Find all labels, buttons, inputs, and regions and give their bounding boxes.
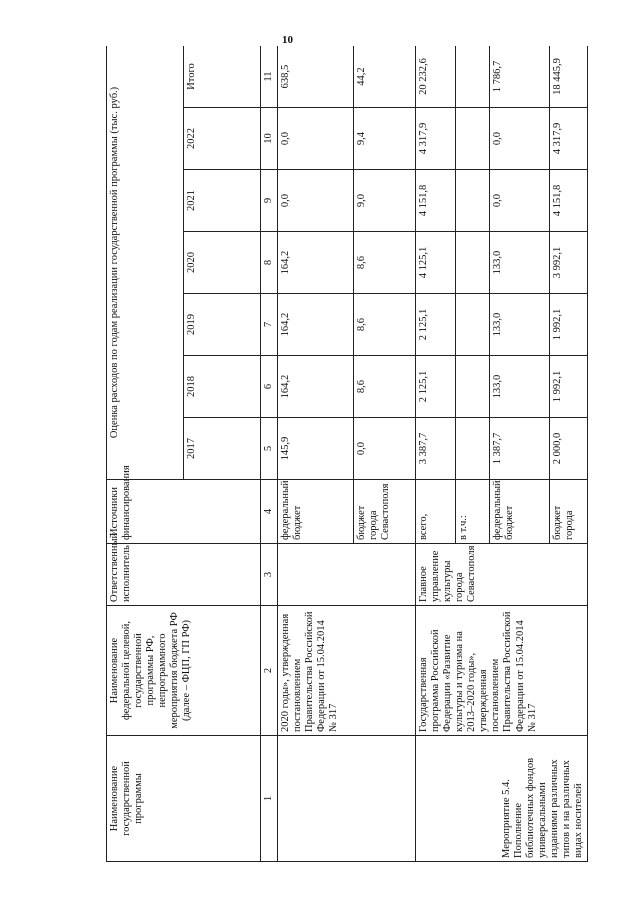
value-cell: 0,0 [354, 418, 416, 480]
value-cell: 164,2 [278, 356, 354, 418]
column-number: 8 [260, 232, 277, 294]
value-cell: 44,2 [354, 46, 416, 108]
header-year: 2019 [183, 294, 260, 356]
value-cell: 3 387,7 [416, 418, 456, 480]
value-cell: 4 317,9 [550, 108, 588, 170]
value-cell [456, 108, 490, 170]
value-cell: 1 387,7 [490, 418, 550, 480]
value-cell: 20 232,6 [416, 46, 456, 108]
value-cell: 0,0 [490, 108, 550, 170]
column-number-row [260, 46, 277, 862]
header-year: 2020 [183, 232, 260, 294]
column-number: 2 [260, 606, 277, 736]
column-number: 4 [260, 480, 277, 544]
funding-source-cell: всего, [416, 480, 456, 544]
value-cell [456, 170, 490, 232]
header-federal-program: Наименование федеральной целевой, государственной программы РФ, непрограммного мероприятия бюджета РФ (далее – ФЦП, ГП РФ) [107, 606, 261, 736]
value-cell: 164,2 [278, 232, 354, 294]
value-cell: 4 125,1 [416, 232, 456, 294]
value-cell: 9,4 [354, 108, 416, 170]
value-cell: 9,0 [354, 170, 416, 232]
federal-program-cell: Государственная программа Российской Федерации «Развитие культуры и туризма на 2013–2020 годы», утвержденная постановлением Правительства Российской Федерации от 15.04.2014 № 317 [416, 606, 588, 736]
value-cell: 0,0 [278, 108, 354, 170]
value-cell [456, 418, 490, 480]
value-cell: 1 786,7 [490, 46, 550, 108]
value-cell [456, 232, 490, 294]
header-year: 2022 [183, 108, 260, 170]
column-number: 5 [260, 418, 277, 480]
value-cell: 2 125,1 [416, 356, 456, 418]
header-funding-source: Источники финансирования [107, 480, 261, 544]
header-year: 2021 [183, 170, 260, 232]
column-number: 9 [260, 170, 277, 232]
value-cell: 133,0 [490, 356, 550, 418]
funding-source-cell: федеральный бюджет [278, 480, 354, 544]
column-number: 6 [260, 356, 277, 418]
table-row [278, 46, 354, 862]
funding-source-cell: в т.ч.: [456, 480, 490, 544]
header-year: 2017 [183, 418, 260, 480]
federal-program-cell: 2020 годы», утвержденная постановлением Правительства Российской Федерации от 15.04.2014 № 317 [278, 606, 416, 736]
value-cell: 0,0 [278, 170, 354, 232]
table-row [416, 46, 456, 862]
rotated-table [106, 46, 588, 862]
header-executor: Ответственный исполнитель [107, 544, 261, 606]
column-number: 11 [260, 46, 277, 108]
funding-source-cell: бюджет города Севастополя [354, 480, 416, 544]
value-cell: 145,9 [278, 418, 354, 480]
budget-table [106, 46, 588, 862]
column-number: 3 [260, 544, 277, 606]
column-number: 1 [260, 736, 277, 862]
executor-cell: Главное управление культуры города Севастополя [416, 544, 588, 606]
value-cell: 0,0 [490, 170, 550, 232]
value-cell: 4 151,8 [416, 170, 456, 232]
funding-source-cell: федеральный бюджет [490, 480, 550, 544]
header-program: Наименование государственной программы [107, 736, 261, 862]
value-cell: 8,6 [354, 232, 416, 294]
value-cell: 133,0 [490, 294, 550, 356]
executor-cell-empty [278, 544, 416, 606]
value-cell: 1 992,1 [550, 356, 588, 418]
value-cell [456, 46, 490, 108]
column-number: 10 [260, 108, 277, 170]
value-cell [456, 356, 490, 418]
funding-source-cell: бюджет города [550, 480, 588, 544]
header-expense-estimate: Оценка расходов по годам реализации государственной программы (тыс. руб.) [107, 46, 184, 480]
value-cell: 164,2 [278, 294, 354, 356]
program-cell-empty [278, 736, 416, 862]
value-cell: 2 125,1 [416, 294, 456, 356]
measure-cell: Мероприятие 5.4. Пополнение библиотечных фондов универсальными изданиями различных типов и на различных видах носителей [416, 736, 588, 862]
value-cell [456, 294, 490, 356]
value-cell: 3 992,1 [550, 232, 588, 294]
header-row-1 [107, 46, 184, 862]
page-number: 10 [282, 34, 293, 46]
value-cell: 638,5 [278, 46, 354, 108]
rotated-table-frame [106, 46, 588, 862]
value-cell: 1 992,1 [550, 294, 588, 356]
value-cell: 133,0 [490, 232, 550, 294]
value-cell: 8,6 [354, 294, 416, 356]
column-number: 7 [260, 294, 277, 356]
value-cell: 4 151,8 [550, 170, 588, 232]
value-cell: 4 317,9 [416, 108, 456, 170]
header-total: Итого [183, 46, 260, 108]
header-year: 2018 [183, 356, 260, 418]
value-cell: 18 445,9 [550, 46, 588, 108]
value-cell: 2 000,0 [550, 418, 588, 480]
value-cell: 8,6 [354, 356, 416, 418]
